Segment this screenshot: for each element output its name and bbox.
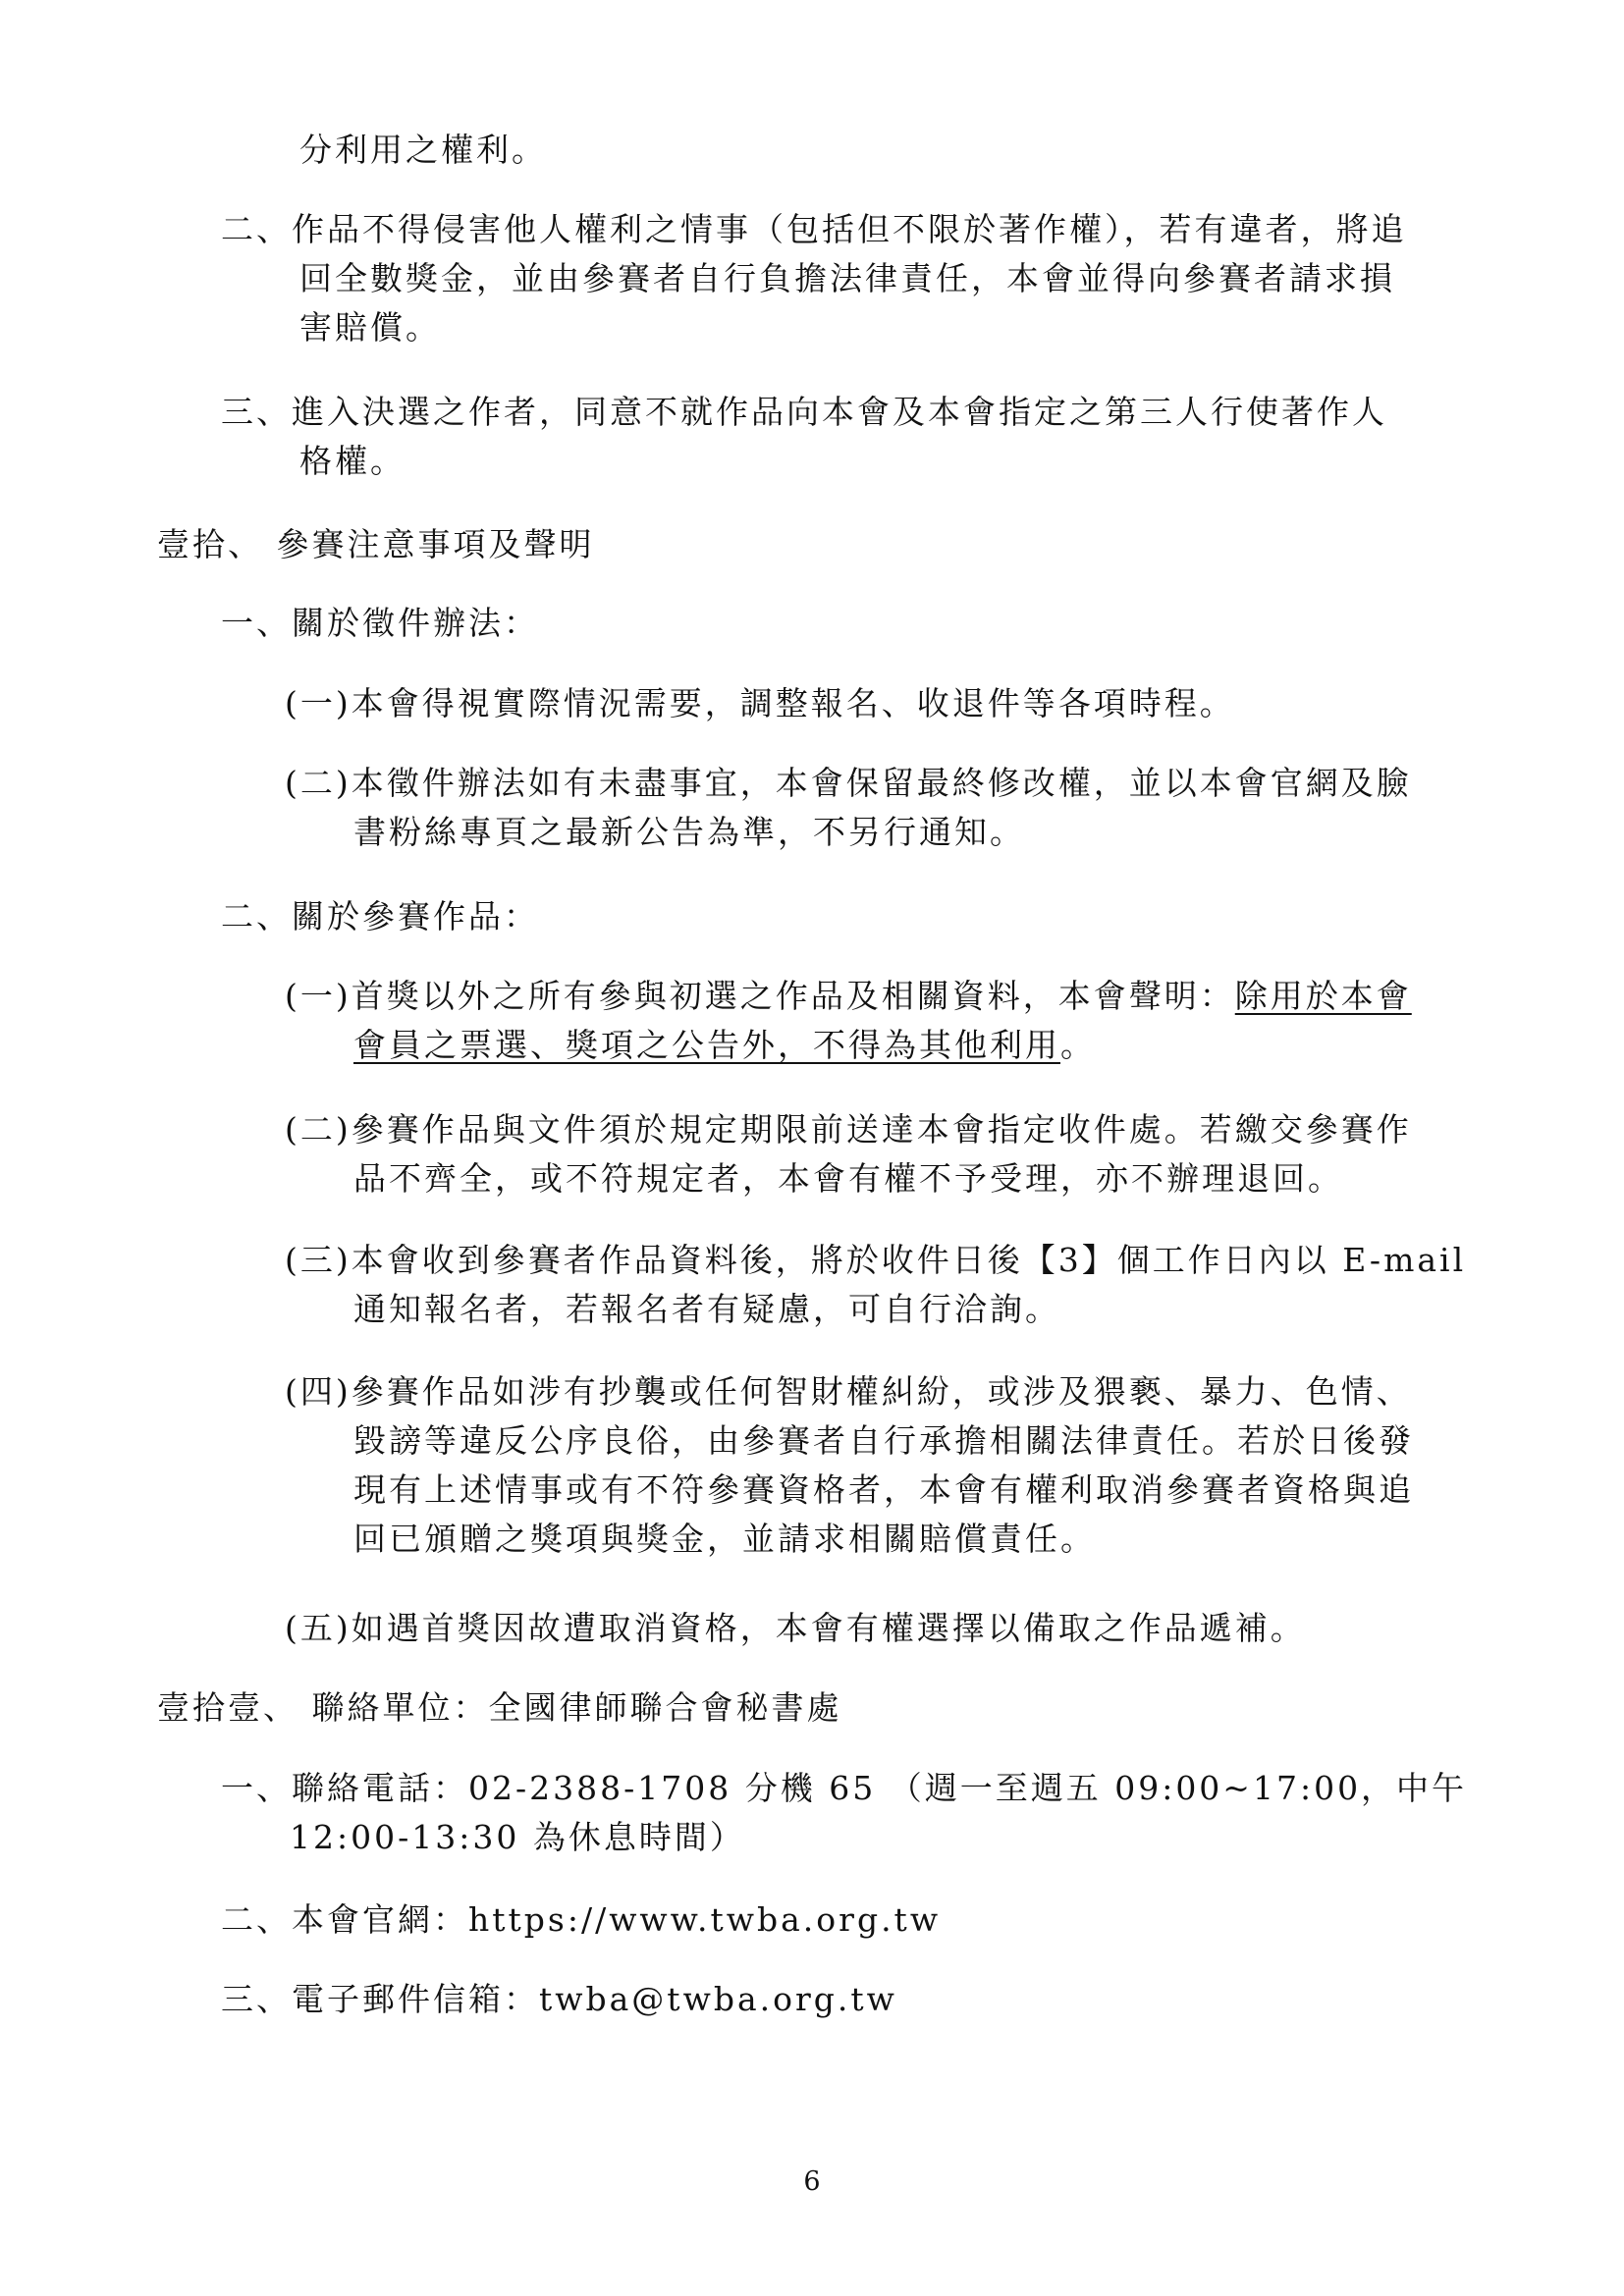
text-line: 二、關於參賽作品： (221, 897, 539, 935)
copyright-clause-tail (299, 126, 547, 175)
text-line: 毀謗等違反公序良俗，由參賽者自行承擔相關法律責任。若於日後發 (353, 1421, 1414, 1460)
text-line: 壹拾壹、 聯絡單位：全國律師聯合會秘書處 (157, 1688, 842, 1727)
text-line: (四)參賽作品如涉有抄襲或任何智財權糾紛，或涉及猥褻、暴力、色情、 (285, 1372, 1412, 1411)
text-line: (二)本徵件辦法如有未盡事宜，本會保留最終修改權，並以本會官網及臉 (285, 764, 1412, 802)
copyright-clause-2 (221, 205, 1407, 352)
text-line: 一、聯絡電話：02-2388-1708 分機 65 （週一至週五 09:00~17:00，中午 (221, 1769, 1468, 1807)
text-segment: 。 (1060, 1026, 1096, 1064)
text-line: 12:00-13:30 為休息時間） (290, 1818, 745, 1856)
section-10-item-1-sub-1 (285, 679, 1235, 728)
underlined-text: 除用於本會 (1234, 977, 1412, 1015)
text-line: 害賠償。 (299, 308, 441, 347)
section-11-item-2 (221, 1896, 941, 1945)
text-line: 二、本會官網：https://www.twba.org.tw (221, 1900, 942, 1939)
text-line: (五)如遇首獎因故遭取消資格，本會有權選擇以備取之作品遞補。 (285, 1609, 1306, 1647)
text-line: 三、進入決選之作者，同意不就作品向本會及本會指定之第三人行使著作人 (221, 393, 1387, 431)
section-10-item-2-sub-1 (285, 972, 1412, 1070)
underlined-text: 會員之票選、獎項之公告外，不得為其他利用 (353, 1026, 1060, 1064)
section-10-item-2-sub-2 (285, 1105, 1412, 1203)
text-line: 品不齊全，或不符規定者，本會有權不予受理，亦不辦理退回。 (353, 1159, 1343, 1198)
text-line: (三)本會收到參賽者作品資料後，將於收件日後【3】個工作日內以 E-mail (285, 1241, 1467, 1279)
text-line (285, 972, 1412, 1021)
section-10-item-2-sub-4 (285, 1367, 1414, 1564)
section-10-item-1-sub-2 (285, 759, 1412, 857)
section-10-item-2 (221, 892, 539, 941)
page-number: 6 (803, 2166, 821, 2197)
text-line: 回全數獎金，並由參賽者自行負擔法律責任，本會並得向參賽者請求損 (299, 259, 1395, 297)
text-line: 格權。 (299, 442, 406, 480)
text-line: 分利用之權利。 (299, 131, 547, 169)
section-10-item-2-sub-5 (285, 1604, 1306, 1653)
copyright-clause-3 (221, 388, 1387, 486)
section-11-heading (157, 1683, 842, 1733)
section-11-item-1 (221, 1764, 1467, 1862)
text-line: 壹拾、 參賽注意事項及聲明 (157, 525, 595, 563)
section-11-item-3 (221, 1975, 897, 2024)
section-10-item-2-sub-3 (285, 1236, 1466, 1334)
text-line: (一)本會得視實際情況需要，調整報名、收退件等各項時程。 (285, 684, 1235, 722)
text-line (285, 1021, 1412, 1070)
text-line: 通知報名者，若報名者有疑慮，可自行洽詢。 (353, 1290, 1060, 1328)
section-10-heading (157, 520, 595, 569)
section-10-item-1 (221, 599, 539, 648)
text-line: 一、關於徵件辦法： (221, 604, 539, 642)
text-line: 二、作品不得侵害他人權利之情事（包括但不限於著作權），若有違者，將追 (221, 210, 1407, 248)
text-segment: (一)首獎以外之所有參與初選之作品及相關資料，本會聲明： (285, 977, 1235, 1015)
text-line: 書粉絲專頁之最新公告為準，不另行通知。 (353, 813, 1025, 851)
text-line: (二)參賽作品與文件須於規定期限前送達本會指定收件處。若繳交參賽作 (285, 1110, 1412, 1148)
text-line: 回已頒贈之獎項與獎金，並請求相關賠償責任。 (353, 1520, 1096, 1558)
text-line: 三、電子郵件信箱：twba@twba.org.tw (221, 1980, 897, 2018)
text-line: 現有上述情事或有不符參賽資格者，本會有權利取消參賽者資格與追 (353, 1470, 1414, 1509)
